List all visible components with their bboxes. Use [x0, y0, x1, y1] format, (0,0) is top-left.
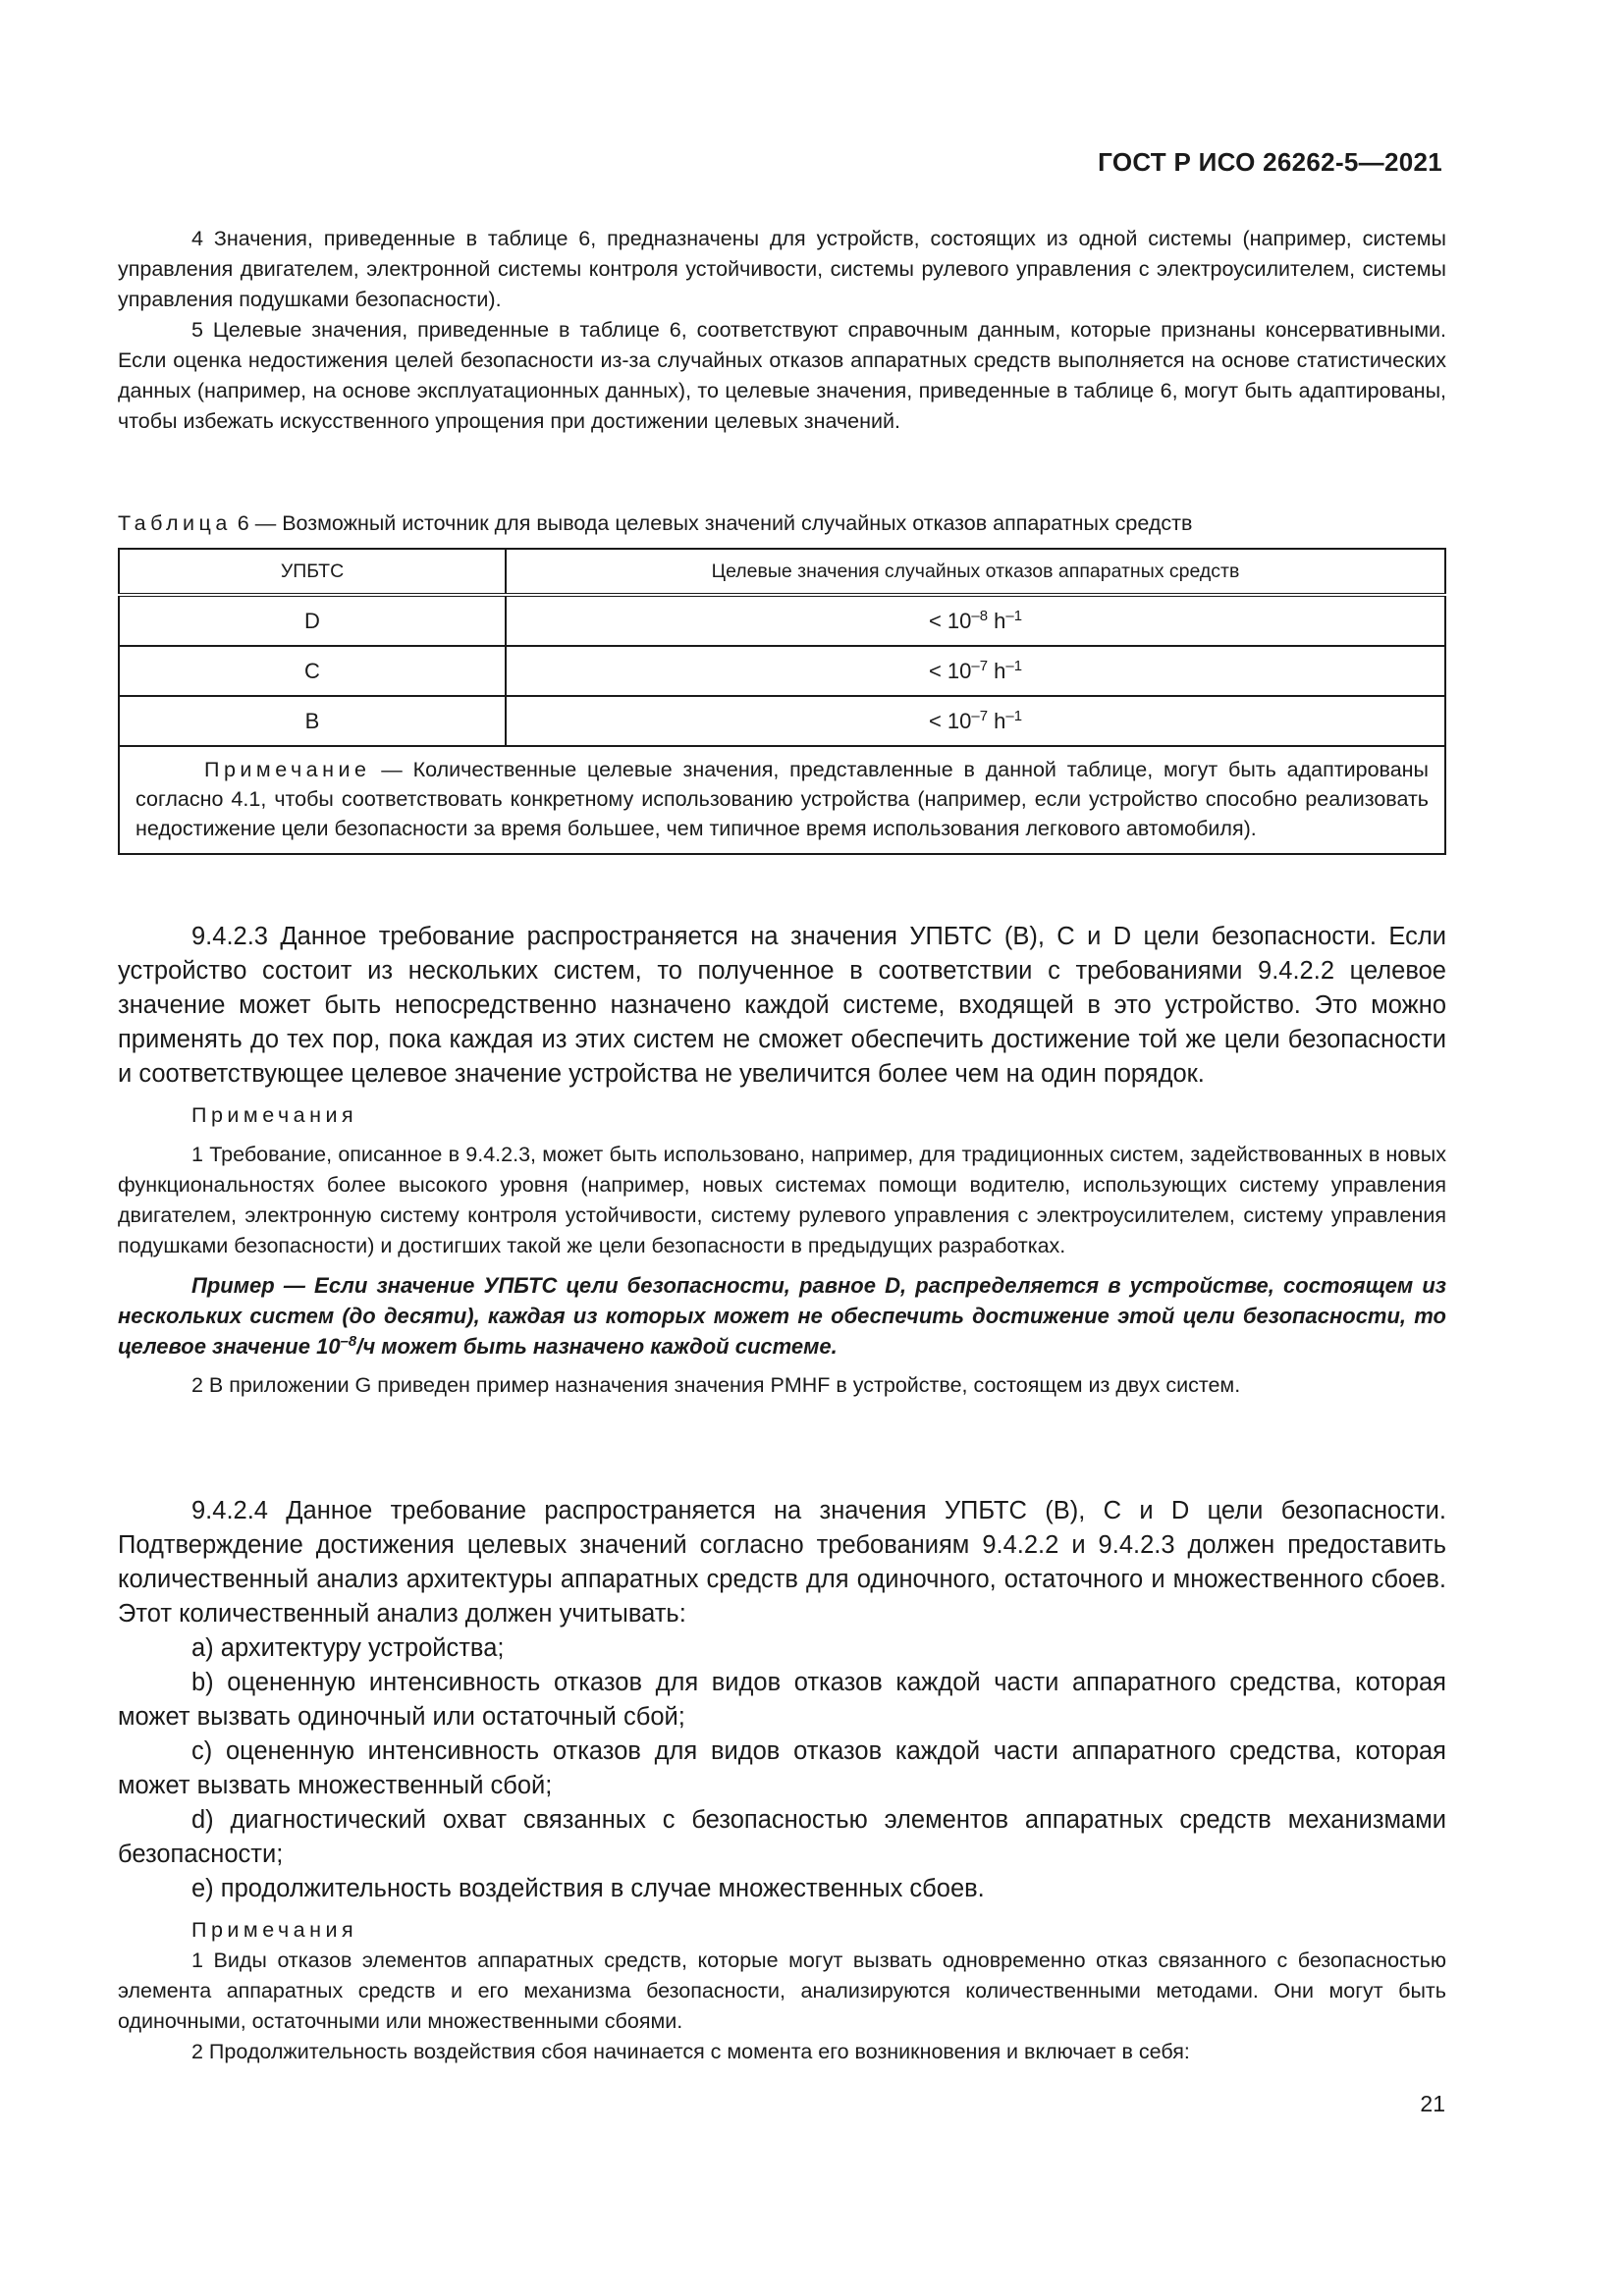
- target-value-cell: < $10^{-7}$ $h^{-1}$: [506, 646, 1445, 696]
- table-caption: [118, 508, 1446, 538]
- table-row: [119, 646, 1445, 696]
- table-note: [119, 746, 1445, 854]
- document-code: ГОСТ Р ИСО 26262-5—2021: [1098, 147, 1442, 177]
- intro-notes: [118, 224, 1446, 437]
- table-note-label: Примечание: [204, 758, 371, 781]
- table-row: [119, 595, 1445, 646]
- list-item: c) оцененную интенсивность отказов для видов отказов каждой части аппаратного средства, которая может вызвать множественный сбой;: [118, 1737, 1446, 1799]
- table-note-text: — Количественные целевые значения, представленные в данной таблице, могут быть адаптированы согласно 4.1, чтобы соответствовать конкретному использованию устройства (например, если устройство способно реализовать недостижение цели безопасности за время большее, чем типичное время использования легкового автомобиля).: [135, 758, 1429, 840]
- section-9-4-2-3: [118, 920, 1446, 1401]
- list-item: e) продолжительность воздействия в случае множественных сбоев.: [191, 1875, 985, 1902]
- header-target-values: Целевые значения случайных отказов аппаратных средств: [506, 549, 1445, 595]
- list-item: b) оцененную интенсивность отказов для видов отказов каждой части аппаратного средства, которая может вызвать одиночный или остаточный сбой;: [118, 1669, 1446, 1731]
- table-row: [119, 696, 1445, 746]
- note-4: 4 Значения, приведенные в таблице 6, предназначены для устройств, состоящих из одной системы (например, системы управления двигателем, электронной системы контроля устойчивости, системы рулевого управления с электроусилителем, системы управления подушками безопасности).: [118, 227, 1446, 311]
- notes-label: Примечания: [191, 1103, 358, 1127]
- table-caption-prefix: Таблица: [118, 511, 232, 535]
- target-value-cell: < $10^{-7}$ $h^{-1}$: [506, 696, 1445, 746]
- table-note-row: [119, 746, 1445, 854]
- asil-cell: D: [119, 595, 506, 646]
- list-item: d) диагностический охват связанных с безопасностью элементов аппаратных средств механизмами безопасности;: [118, 1806, 1446, 1868]
- note-2: 2 Продолжительность воздействия сбоя начинается с момента его возникновения и включает в себя:: [191, 2040, 1190, 2063]
- example: Пример — Если значение УПБТС цели безопасности, равное D, распределяется в устройстве, состоящем из нескольких систем (до десяти), каждая из которых может не обеспечить достижение этой цели безопасности, то целевое значение $10^{-8}/ч$ может быть назначено каждой системе.: [118, 1273, 1446, 1359]
- page-number: 21: [1420, 2091, 1445, 2116]
- note-1: 1 Виды отказов элементов аппаратных средств, которые могут вызвать одновременно отказ связанного с безопасностью элемента аппаратных средств и его механизма безопасности, анализируются количественными методами. Они могут быть одиночными, остаточными или множественными сбоями.: [118, 1949, 1446, 2033]
- table-caption-text: 6 — Возможный источник для вывода целевых значений случайных отказов аппаратных средств: [231, 511, 1193, 535]
- table-header-row: [119, 549, 1445, 595]
- note-5: 5 Целевые значения, приведенные в таблице 6, соответствуют справочным данным, которые признаны консервативными. Если оценка недостижения целей безопасности из-за случайных отказов аппаратных средств выполняется на основе статистических данных (например, на основе эксплуатационных данных), то целевые значения, приведенные в таблице 6, могут быть адаптированы, чтобы избежать искусственного упрощения при достижении целевых значений.: [118, 318, 1446, 433]
- table-6: [118, 548, 1446, 855]
- list-item: a) архитектуру устройства;: [191, 1634, 505, 1662]
- table-6-block: [118, 508, 1446, 855]
- note-1: 1 Требование, описанное в 9.4.2.3, может быть использовано, например, для традиционных систем, задействованных в новых функциональностях более высокого уровня (например, новых системах помощи водителю, использующих систему управления двигателем, электронную систему контроля устойчивости, систему рулевого управления с электроусилителем, систему управления подушками безопасности) и достигших такой же цели безопасности в предыдущих разработках.: [118, 1143, 1446, 1257]
- section-9-4-2-4: [118, 1494, 1446, 2067]
- asil-cell: C: [119, 646, 506, 696]
- notes-label: Примечания: [191, 1918, 358, 1942]
- header-asil: УПБТС: [119, 549, 506, 595]
- section-9-4-2-3-text: 9.4.2.3 Данное требование распространяется на значения УПБТС (B), C и D цели безопасности. Если устройство состоит из нескольких систем, то полученное в соответствии с требованиями 9.4.2.2 целевое значение может быть непосредственно назначено каждой системе, входящей в это устройство. Это можно применять до тех пор, пока каждая из этих систем не сможет обеспечить достижение той же цели безопасности и соответствующее целевое значение устройства не увеличится более чем на один порядок.: [118, 923, 1446, 1088]
- section-9-4-2-4-text: 9.4.2.4 Данное требование распространяется на значения УПБТС (B), C и D цели безопасности. Подтверждение достижения целевых значений согласно требованиям 9.4.2.2 и 9.4.2.3 должен предоставить количественный анализ архитектуры аппаратных средств для одиночного, остаточного и множественного сбоев. Этот количественный анализ должен учитывать:: [118, 1497, 1446, 1628]
- note-2: 2 В приложении G приведен пример назначения значения PMHF в устройстве, состоящем из двух систем.: [191, 1373, 1241, 1397]
- target-value-cell: < $10^{-8}$ $h^{-1}$: [506, 595, 1445, 646]
- asil-cell: B: [119, 696, 506, 746]
